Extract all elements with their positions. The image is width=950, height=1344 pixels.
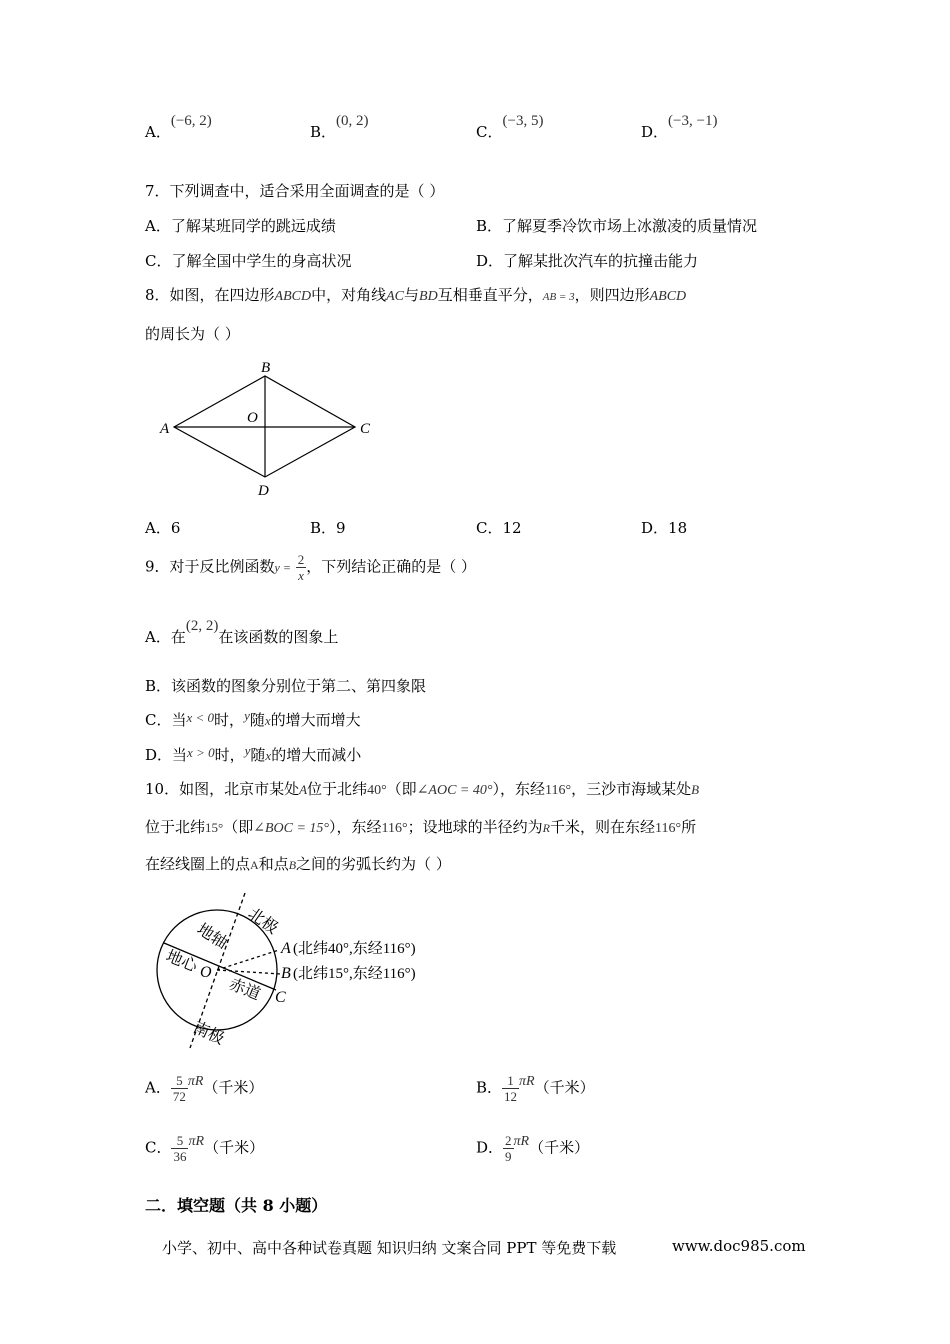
function-lhs: y = [274, 560, 291, 575]
option-text: 了解全国中学生的身高状况 [171, 252, 352, 270]
option-label: B． [145, 677, 172, 695]
option-fraction [502, 1073, 519, 1104]
footer-text: 小学、初中、高中各种试卷真题 知识归纳 文案合同 PPT 等免费下载 [162, 1239, 617, 1257]
option-label: D． [476, 1138, 504, 1157]
option-math: x > 0 [187, 745, 215, 760]
stem-math: 40° [367, 783, 387, 798]
stem-text: 之间的劣弧长约为（ ） [296, 855, 451, 873]
option-text: 时， [214, 711, 245, 729]
option-label: C． [145, 252, 172, 270]
stem-text: 位于北纬 [145, 818, 206, 836]
q8-rhombus-figure [150, 355, 390, 500]
q9-option-b [145, 675, 426, 696]
option-math: x [264, 713, 271, 728]
stem-math: ∠BOC = 15° [253, 821, 330, 836]
option-unit: （千米） [204, 1138, 265, 1157]
option-text: 随 [249, 711, 265, 729]
fraction-numerator: 1 [502, 1073, 519, 1089]
option-text: 该函数的图象分别位于第二、第四象限 [171, 677, 427, 695]
label-center: 地心 [163, 947, 200, 976]
stem-math: AC [386, 289, 405, 304]
stem-math: ABCD [274, 289, 312, 304]
option-math: x < 0 [186, 710, 215, 725]
label-o: O [200, 964, 212, 981]
q7-option-d [476, 250, 698, 271]
option-math: πR [519, 1073, 535, 1089]
option-fraction [503, 1133, 514, 1164]
option-math: x [265, 748, 272, 763]
option-math: y [244, 708, 250, 723]
stem-text: 千米，则在东经 [549, 818, 655, 836]
stem-math: 116° [544, 783, 572, 798]
option-text: 了解某班同学的跳远成绩 [170, 217, 336, 235]
option-text: 12 [502, 519, 522, 537]
label-a-note: (北纬40°,东经116°) [293, 941, 416, 957]
option-label: A． [145, 628, 171, 646]
option-text: 的增大而增大 [270, 711, 361, 729]
option-math: πR [187, 1073, 204, 1089]
stem-text: （即 [386, 780, 417, 798]
option-label: B． [476, 1078, 503, 1097]
option-label: C． [476, 123, 503, 141]
option-unit: （千米） [529, 1138, 590, 1157]
option-fraction [171, 1133, 188, 1164]
stem-math: B [691, 782, 700, 797]
option-label: C． [145, 1138, 172, 1157]
option-math: y [244, 743, 251, 758]
stem-text: ，三沙市海域某处 [571, 780, 692, 798]
fraction-denominator: 72 [172, 1089, 186, 1104]
fraction-numerator: 2 [297, 552, 305, 567]
q8-stem-line2: 的周长为（ ） [145, 325, 240, 343]
stem-text: ），东经 [329, 818, 382, 836]
q6-option-c [476, 113, 544, 142]
fraction-denominator: 9 [505, 1149, 512, 1164]
option-fraction [171, 1073, 188, 1104]
stem-math: 116° [655, 821, 682, 836]
option-math: (−6, 2) [170, 113, 212, 129]
stem-text: ），东经 [492, 780, 545, 798]
stem-text: （即 [223, 818, 254, 836]
fraction-denominator: 12 [504, 1089, 518, 1104]
option-text: 6 [170, 519, 181, 537]
label-b: B [281, 965, 291, 982]
stem-text: ，则四边形 [574, 286, 650, 304]
option-text: 的增大而减小 [271, 746, 362, 764]
option-label: C． [476, 519, 503, 537]
q10-option-b [476, 1073, 595, 1104]
stem-text: 中，对角线 [311, 286, 387, 304]
stem-math: 15° [205, 820, 224, 835]
section-heading: 二．填空题（共 8 小题） [145, 1196, 328, 1215]
option-label: A． [145, 519, 171, 537]
q6-option-d [641, 113, 718, 142]
label-a: A [281, 940, 291, 957]
q7-option-b [476, 215, 757, 236]
label-c: C [360, 421, 371, 437]
stem-text: ，下列结论正确的是（ ） [306, 557, 477, 576]
radius-oa [217, 950, 279, 970]
q10-stem-line1 [145, 778, 699, 799]
stem-text: 所 [681, 818, 697, 836]
label-south-pole: 南极 [190, 1019, 227, 1049]
stem-text: 9．对于反比例函数 [145, 557, 275, 576]
label-a: A [160, 421, 170, 437]
q8-option-a [145, 517, 180, 538]
q9-option-d [145, 744, 361, 765]
q7-option-a [145, 215, 336, 236]
q10-option-a [145, 1073, 263, 1104]
option-label: C． [145, 711, 172, 729]
option-math: (−3, 5) [502, 113, 544, 129]
option-unit: （千米） [203, 1078, 264, 1097]
option-label: D． [145, 746, 173, 764]
option-text: 18 [668, 519, 688, 537]
stem-text: 位于北纬 [307, 780, 368, 798]
fraction-numerator: 5 [171, 1133, 188, 1149]
option-label: B． [310, 123, 337, 141]
label-o: O [247, 410, 258, 426]
option-label: B． [310, 519, 337, 537]
option-math: πR [513, 1133, 530, 1149]
option-text: 了解某批次汽车的抗撞击能力 [503, 252, 699, 270]
stem-math: R [542, 821, 550, 835]
option-math: πR [188, 1133, 205, 1149]
option-label: A． [145, 123, 171, 141]
q9-stem [145, 552, 476, 583]
option-label: D． [476, 252, 504, 270]
stem-math: 116° [381, 821, 408, 836]
option-text: 在该函数的图象上 [218, 628, 339, 646]
option-label: D． [641, 123, 669, 141]
stem-text: ；设地球的半径约为 [407, 818, 543, 836]
option-text: 当 [171, 711, 187, 729]
fraction-denominator: 36 [173, 1149, 187, 1164]
option-label: A． [145, 217, 171, 235]
option-text: 9 [336, 519, 346, 537]
label-b-note: (北纬15°,东经116°) [293, 966, 416, 982]
option-text: 在 [170, 628, 186, 646]
label-equator: 赤道 [226, 975, 263, 1004]
label-d: D [258, 483, 269, 499]
label-c: C [275, 989, 286, 1006]
label-north-pole: 北极 [244, 905, 281, 938]
option-text: 时， [214, 746, 245, 764]
label-b: B [261, 360, 271, 376]
stem-text: 互相垂直平分， [437, 286, 543, 304]
q10-option-c [145, 1133, 264, 1164]
stem-math: A [299, 782, 308, 797]
stem-math: BD [419, 289, 438, 304]
footer-url[interactable]: www.doc985.com [672, 1237, 806, 1255]
function-fraction [296, 552, 307, 583]
stem-math: ∠AOC = 40° [416, 783, 493, 798]
stem-math: ABCD [649, 289, 687, 304]
option-text: 当 [172, 746, 188, 764]
q6-option-b [310, 113, 369, 142]
stem-text: 10．如图，北京市某处 [145, 780, 300, 798]
fraction-numerator: 2 [505, 1133, 512, 1148]
stem-text: 8．如图，在四边形 [145, 286, 275, 304]
option-text: 随 [250, 746, 266, 764]
q10-stem-line2 [145, 816, 696, 837]
q7-option-c [145, 250, 352, 271]
q8-option-d [641, 517, 687, 538]
stem-math: B [288, 858, 297, 872]
option-math: (0, 2) [336, 113, 369, 129]
fraction-denominator: x [298, 568, 304, 583]
option-unit: （千米） [534, 1078, 595, 1097]
fraction-numerator: 5 [171, 1073, 188, 1089]
q8-stem [145, 284, 686, 305]
q8-option-b [310, 517, 346, 538]
stem-text: 和点 [258, 855, 289, 873]
stem-math: A [250, 858, 259, 872]
q7-stem: 7．下列调查中，适合采用全面调查的是（ ） [145, 182, 445, 200]
option-text: 了解夏季冷饮市场上冰激凌的质量情况 [502, 217, 758, 235]
label-axis: 地轴 [193, 920, 231, 953]
q8-option-c [476, 517, 522, 538]
option-label: D． [641, 519, 669, 537]
option-label: A． [145, 1078, 171, 1097]
radius-ob [217, 970, 281, 974]
q6-option-a [145, 113, 212, 142]
option-math: (2, 2) [185, 618, 219, 634]
q10-earth-figure [150, 888, 450, 1058]
stem-math: AB = 3 [542, 291, 575, 303]
option-math: (−3, −1) [668, 113, 718, 129]
q10-option-d [476, 1133, 589, 1164]
stem-text: 在经线圈上的点 [145, 855, 251, 873]
q9-option-a [145, 618, 339, 647]
q10-stem-line3 [145, 853, 451, 874]
q9-option-c [145, 709, 361, 730]
stem-text: 与 [404, 286, 420, 304]
option-label: B． [476, 217, 503, 235]
